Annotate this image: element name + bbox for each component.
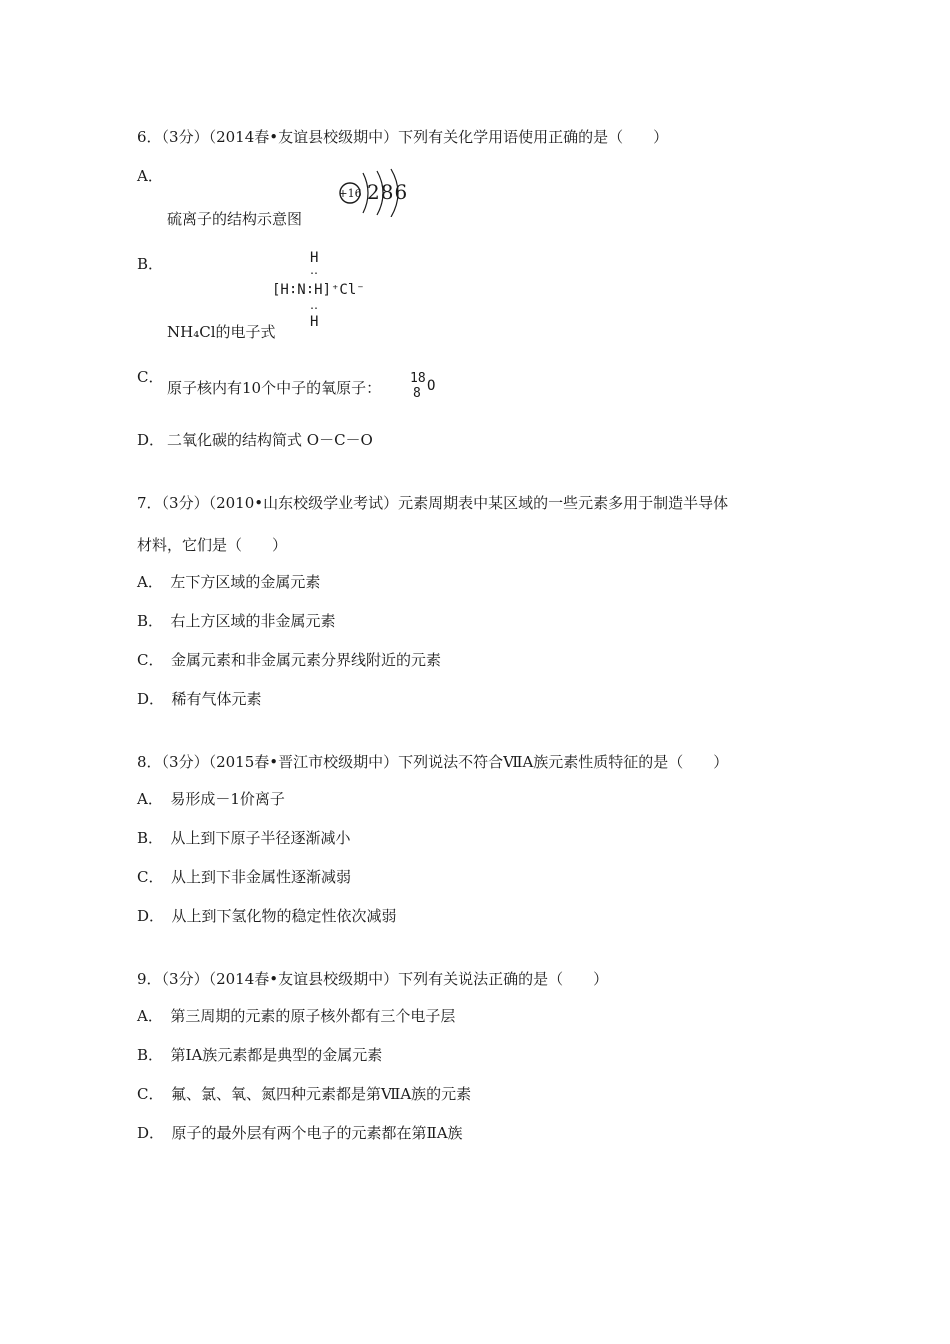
option-6a-label: A．: [137, 167, 163, 185]
option-8a: A． 易形成－1价离子: [137, 790, 285, 808]
question-8-stem: 8．（3分）（2015春•晋江市校级期中）下列说法不符合ⅦA族元素性质特征的是（ ）: [137, 753, 729, 771]
option-6c-text: 原子核内有10个中子的氧原子：: [167, 379, 382, 397]
option-6b-text: NH₄Cl的电子式: [167, 323, 276, 341]
option-6a-text: 硫离子的结构示意图: [167, 210, 303, 228]
option-7c: C． 金属元素和非金属元素分界线附近的元素: [137, 651, 441, 669]
formula-bottom-dots: ‥: [310, 298, 319, 312]
nucleus-charge: +16: [338, 187, 362, 200]
option-6c-label: C．: [137, 368, 164, 386]
option-6d-text: 二氧化碳的结构简式 O－C－O: [167, 431, 373, 449]
option-9a: A． 第三周期的元素的原子核外都有三个电子层: [137, 1007, 456, 1025]
question-6-stem: 6．（3分）（2014春•友谊县校级期中）下列有关化学用语使用正确的是（ ）: [137, 128, 669, 146]
formula-top-h: H: [310, 250, 319, 266]
formula-middle: [H∶N∶H]⁺Cl⁻: [272, 282, 365, 298]
question-7-stem-line1: 7．（3分）（2010•山东校级学业考试）元素周期表中某区域的一些元素多用于制造半导体: [137, 494, 729, 512]
nuclide-atomic-number: 8: [413, 386, 421, 401]
question-9-stem: 9．（3分）（2014春•友谊县校级期中）下列有关说法正确的是（ ）: [137, 970, 609, 988]
formula-bottom-h: H: [310, 314, 319, 330]
option-7b: B． 右上方区域的非金属元素: [137, 612, 336, 630]
nuclide-symbol: O: [427, 378, 436, 394]
option-8b: B． 从上到下原子半径逐渐减小: [137, 829, 351, 847]
sulfur-ion-structure-diagram: [333, 165, 413, 217]
option-7d: D． 稀有气体元素: [137, 690, 262, 708]
option-6d-label: D．: [137, 431, 165, 449]
option-9d: D． 原子的最外层有两个电子的元素都在第ⅡA族: [137, 1124, 463, 1142]
nuclide-mass-number: 18: [410, 371, 426, 386]
option-9c: C． 氟、氯、氧、氮四种元素都是第ⅦA族的元素: [137, 1085, 472, 1103]
option-8c: C． 从上到下非金属性逐渐减弱: [137, 868, 351, 886]
question-7-stem-line2: 材料，它们是（ ）: [137, 536, 288, 554]
option-9b: B． 第ⅠA族元素都是典型的金属元素: [137, 1046, 383, 1064]
option-6b-label: B．: [137, 255, 164, 273]
formula-top-dots: ‥: [310, 263, 319, 277]
option-8d: D． 从上到下氢化物的稳定性依次减弱: [137, 907, 397, 925]
shell-electron-counts: 286: [367, 180, 409, 204]
option-7a: A． 左下方区域的金属元素: [137, 573, 321, 591]
